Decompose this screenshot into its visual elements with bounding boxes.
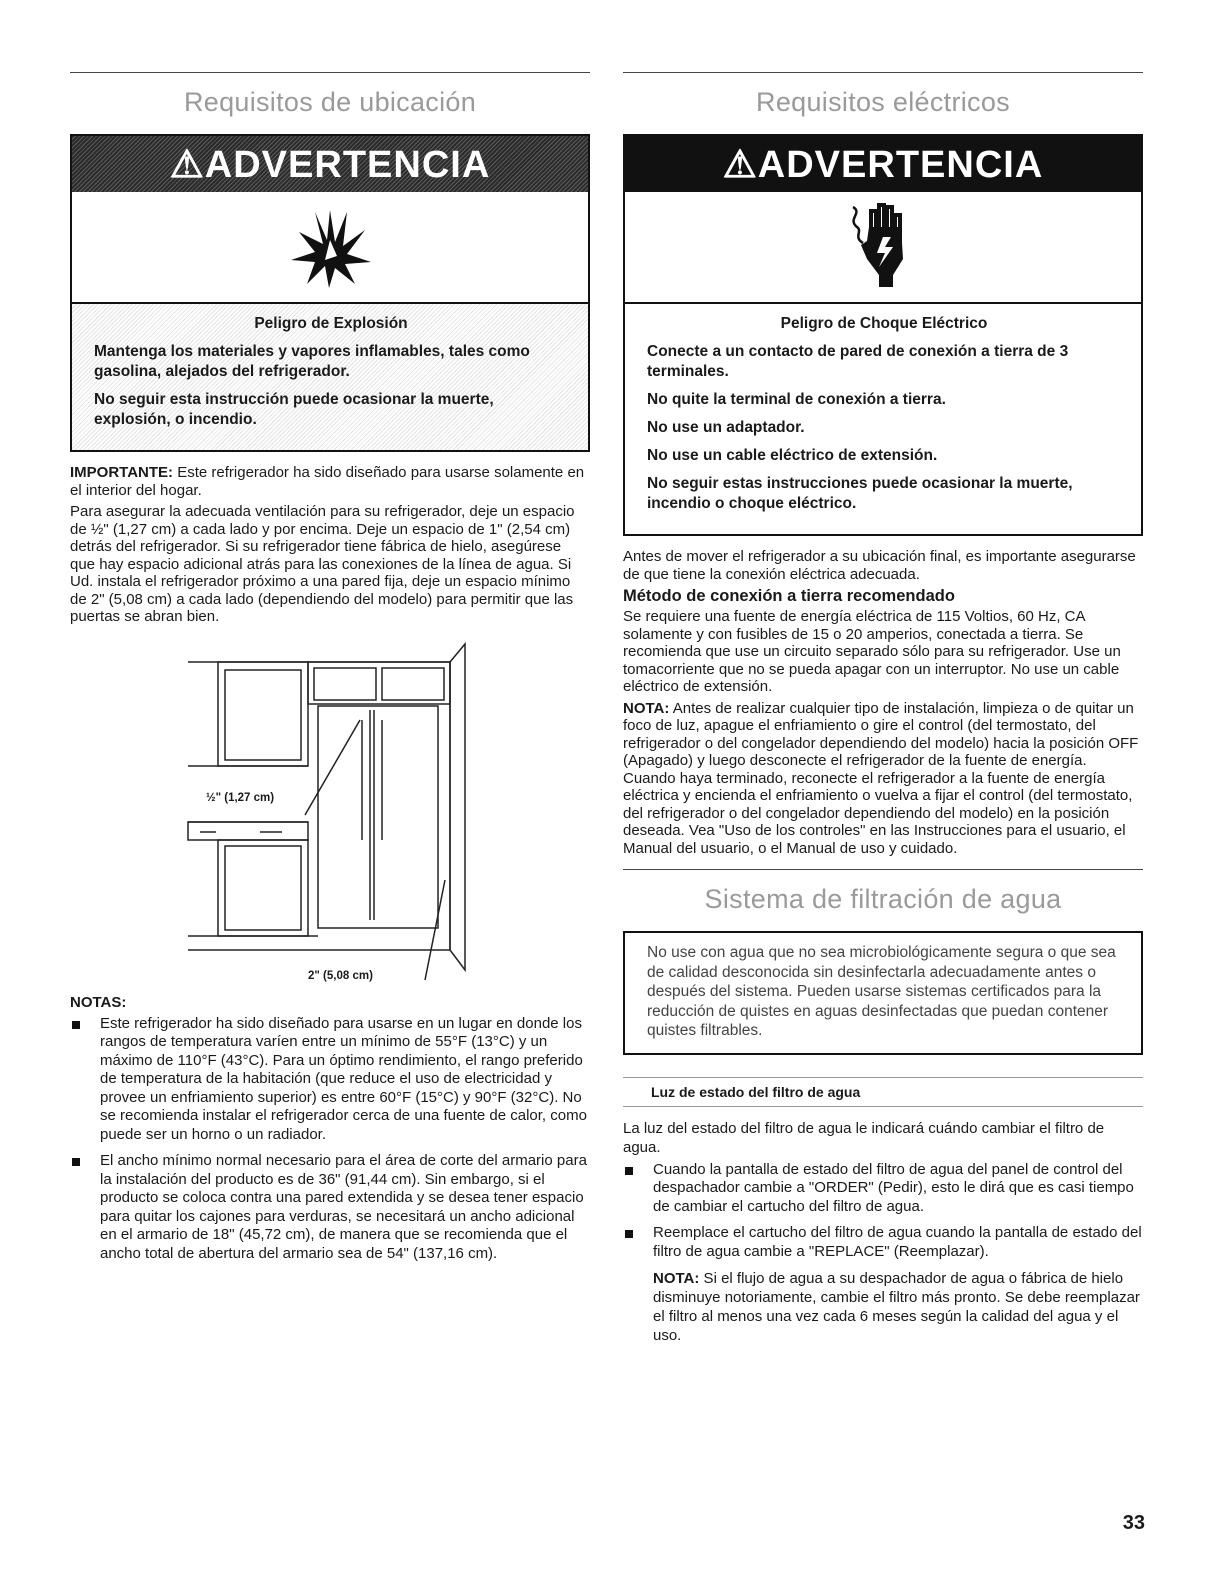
filter-bullet-text: Cuando la pantalla de estado del filtro de agua del panel de control del despachador cambie a "ORDER" (Pedir), esto le dirá que es casi tiempo de cambiar el cartucho del filtro de agua. bbox=[653, 1160, 1134, 1215]
method-title: Método de conexión a tierra recomendado bbox=[623, 587, 955, 605]
notes-label: NOTAS: bbox=[70, 993, 127, 1011]
nota-text: Antes de realizar cualquier tipo de instalación, limpieza o de quitar un foco de luz, apague el enfriamiento o gire el control (del termostato, del refrigerador o del congelador dependiendo del modelo) hacia la posición OFF (Apagado) y luego desconecte el refrigerador de la fuente de energía. Cuando haya terminado, reconecte el refrigerador a la fuente de energía eléctrica y encienda el enfriamiento o vuelva a fijar el control (del termostato, del refrigerador o del congelador dependiendo del modelo) en la posición deseada. Vea "Uso de los controles" en las Instrucciones para el usuario, el Manual del usuario, o el Manual de uso y cuidado. bbox=[623, 699, 1139, 857]
right-column bbox=[623, 72, 1143, 1349]
clearance-label-two: 2" (5,08 cm) bbox=[308, 969, 373, 982]
warning-line: No use un cable eléctrico de extensión. bbox=[647, 447, 938, 464]
filter-bullet-text: Reemplace el cartucho del filtro de agua cuando la pantalla de estado del filtro de agua cambie a "REPLACE" (Reemplazar). bbox=[653, 1224, 1142, 1260]
warning-line: No seguir esta instrucción puede ocasionar la muerte, explosión, o incendio. bbox=[94, 391, 494, 428]
warning-line: No seguir estas instrucciones puede ocasionar la muerte, incendio o choque eléctrico. bbox=[647, 475, 1073, 512]
warning-icon-area bbox=[625, 192, 1141, 304]
list-item bbox=[70, 1152, 590, 1263]
refrigerator-cabinet-diagram bbox=[70, 640, 590, 990]
warning-line: No quite la terminal de conexión a tierra. bbox=[647, 391, 946, 408]
warning-line: No use un adaptador. bbox=[647, 419, 805, 436]
page-number: 33 bbox=[1122, 1512, 1145, 1534]
warning-line: Conecte a un contacto de pared de conexión a tierra de 3 terminales. bbox=[647, 343, 1069, 380]
warning-title: Peligro de Choque Eléctrico bbox=[780, 315, 988, 332]
ventilation-paragraph: Para asegurar la adecuada ventilación para su refrigerador, deje un espacio de ½" (1,27 cm) a cada lado y por encima. Deje un espacio de 1" (2,54 cm) detrás del refrigerador. Si su refrigerador tiene fábrica de hielo, asegúrese que hay espacio adicional atrás para las conexiones de la línea de agua. Si Ud. instala el refrigerador próximo a una pared fija, deje un espacio mínimo de 2" (5,08 cm) a cada lado (dependiendo del modelo) para permitir que las puertas se abran bien. bbox=[70, 503, 575, 625]
filter-light-title: Luz de estado del filtro de agua bbox=[623, 1077, 1143, 1107]
section-title-filtration: Sistema de filtración de agua bbox=[704, 884, 1062, 914]
clearance-figure bbox=[70, 640, 590, 990]
list-item bbox=[623, 1161, 1143, 1217]
section-title-electrical: Requisitos eléctricos bbox=[756, 87, 1010, 117]
warning-line: Mantenga los materiales y vapores inflamables, tales como gasolina, alejados del refrigerador. bbox=[94, 343, 530, 380]
list-item bbox=[70, 1015, 590, 1145]
note-text: El ancho mínimo normal necesario para el área de corte del armario para la instalación del producto es de 36" (91,44 cm). Sin embargo, si el producto se coloca contra una pared extendida y se desea tener espacio para quitar los cajones para verduras, se necesitará un ancho adicional en el armario de 18" (45,72 cm), de manera que se recomienda que el ancho total de abertura del armario sea de 54" (137,16 cm). bbox=[100, 1152, 587, 1262]
filter-light-paragraph: La luz del estado del filtro de agua le indicará cuándo cambiar el filtro de agua. bbox=[623, 1119, 1105, 1156]
clearance-label-half: ½" (1,27 cm) bbox=[206, 791, 275, 804]
filtration-warning-box: No use con agua que no sea microbiológicamente segura o que sea de calidad desconocida sin desinfectarla adecuadamente antes o después del sistema. Pueden usarse sistemas certificados para la reducción de quistes en aguas desinfectadas que puedan contener quistes filtrables. bbox=[623, 931, 1143, 1055]
important-label: IMPORTANTE: bbox=[70, 464, 174, 481]
bullet-square-icon bbox=[625, 1230, 633, 1238]
left-column bbox=[70, 72, 590, 1271]
warning-title: Peligro de Explosión bbox=[254, 315, 408, 332]
method-paragraph: Se requiere una fuente de energía eléctrica de 115 Voltios, 60 Hz, CA solamente y con fusibles de 15 o 20 amperios, conectada a tierra. Se recomienda que use un circuito separado sólo para su refrigerador. Use un tomacorriente que no se pueda apagar con un interruptor. No use un cable eléctrico de extensión. bbox=[623, 608, 1121, 695]
warning-icon-area bbox=[72, 192, 588, 304]
warning-header: ⚠ADVERTENCIA bbox=[625, 136, 1141, 192]
final-nota-label: NOTA: bbox=[653, 1270, 700, 1287]
note-text: Este refrigerador ha sido diseñado para usarse en un lugar en donde los rangos de temperatura varíen entre un mínimo de 55°F (13°C) y un máximo de 110°F (43°C). Para un óptimo rendimiento, el rango preferido de temperatura de la habitación (que reduce el uso de electricidad y provee un enfriamiento superior) es entre 60°F (15°C) y 90°F (32°C). No se recomienda instalar el refrigerador cerca de una fuente de calor, como puede ser un horno o un radiador. bbox=[100, 1014, 587, 1143]
list-item bbox=[623, 1224, 1143, 1261]
nota-label: NOTA: bbox=[623, 699, 670, 717]
electric-shock-hand-icon bbox=[843, 197, 923, 297]
section-title-location: Requisitos de ubicación bbox=[183, 87, 477, 117]
warning-body bbox=[72, 304, 588, 450]
section-rule bbox=[623, 869, 1143, 870]
warning-header: ⚠ADVERTENCIA bbox=[72, 136, 588, 192]
electric-warning-box bbox=[623, 134, 1143, 536]
explosion-warning-box bbox=[70, 134, 590, 452]
final-nota-paragraph bbox=[653, 1269, 1143, 1345]
bullet-square-icon bbox=[625, 1167, 633, 1175]
important-paragraph bbox=[70, 464, 590, 499]
section-rule bbox=[623, 72, 1143, 73]
electrical-intro: Antes de mover el refrigerador a su ubicación final, es importante asegurarse de que tiene la conexión eléctrica adecuada. bbox=[623, 548, 1136, 583]
important-text: Este refrigerador ha sido diseñado para usarse solamente en el interior del hogar. bbox=[70, 464, 585, 499]
bullet-square-icon bbox=[72, 1021, 80, 1029]
explosion-icon bbox=[285, 202, 375, 292]
warning-body bbox=[625, 304, 1141, 534]
nota-paragraph bbox=[623, 700, 1143, 858]
bullet-square-icon bbox=[72, 1158, 80, 1166]
final-nota-text: Si el flujo de agua a su despachador de agua o fábrica de hielo disminuye notoriamente, cambie el filtro más pronto. Se debe reemplazar el filtro al menos una vez cada 6 meses según la calidad del agua y el uso. bbox=[653, 1270, 1140, 1344]
section-rule bbox=[70, 72, 590, 73]
